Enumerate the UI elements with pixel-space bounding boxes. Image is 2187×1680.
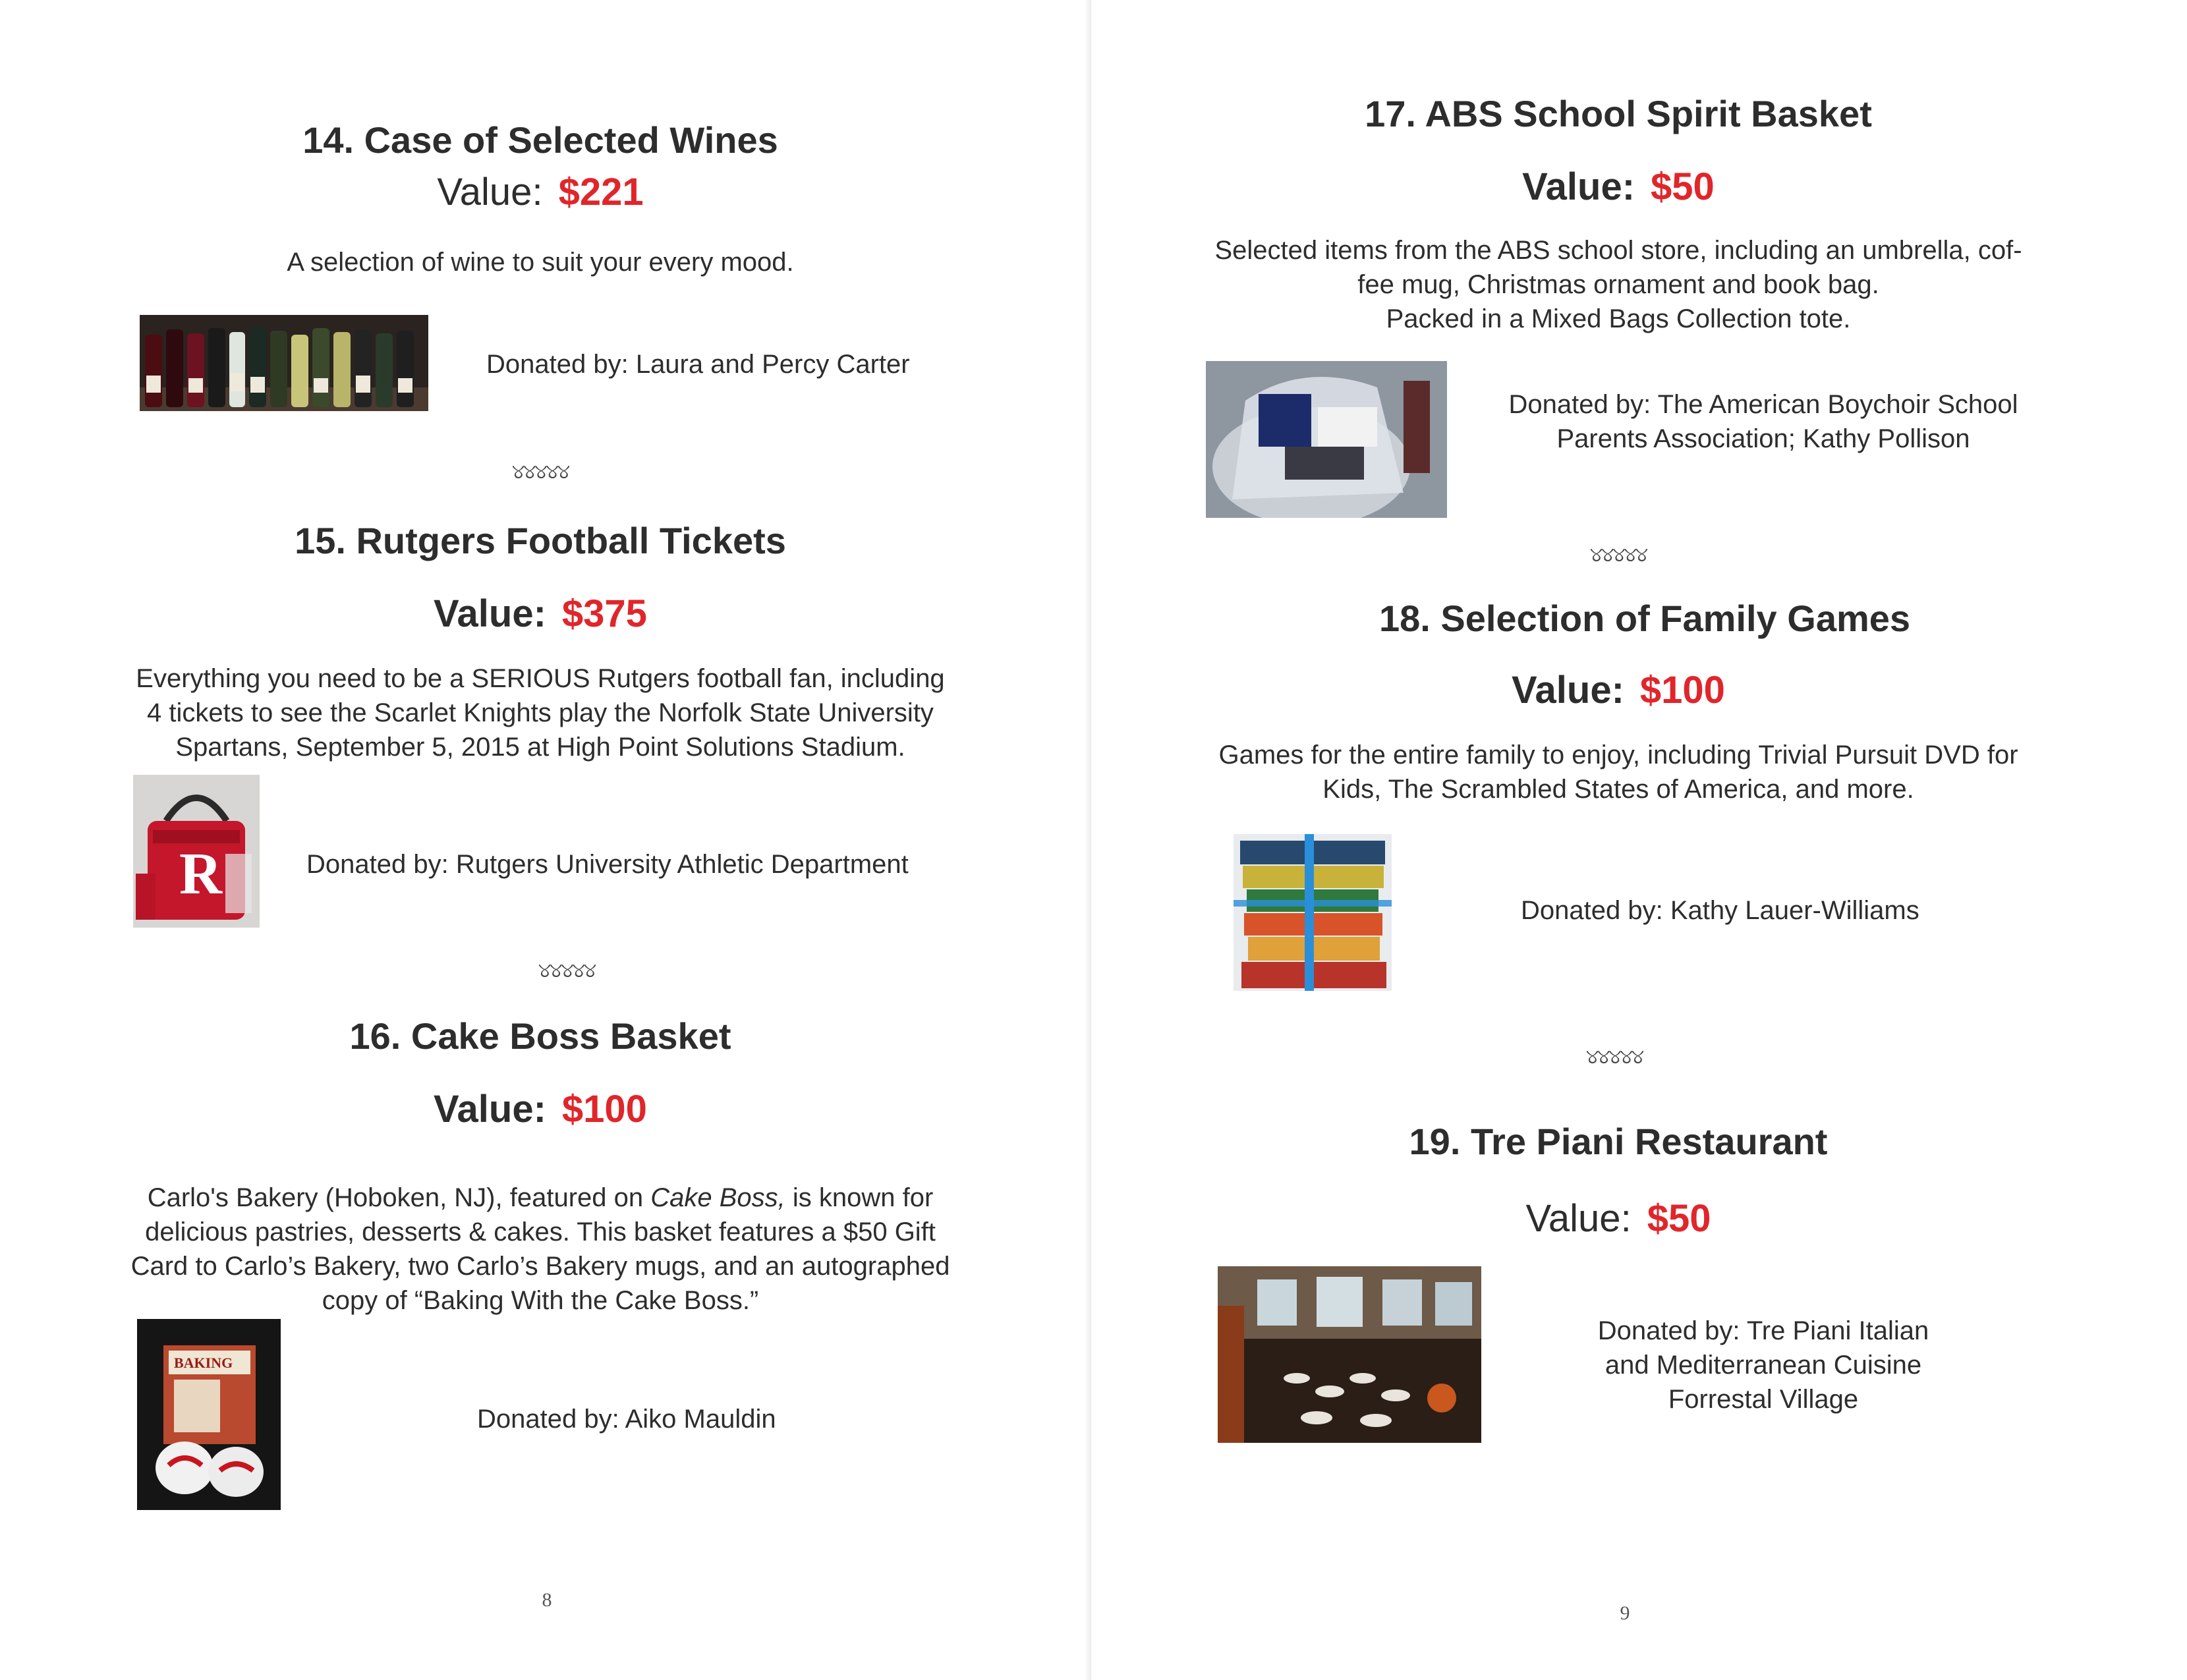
left-page: [0, 0, 1091, 1680]
donor-line: Donated by: Tre Piani Italian: [1597, 1316, 1929, 1345]
item-14-title: 14. Case of Selected Wines: [302, 119, 778, 161]
item-17-title: 17. ABS School Spirit Basket: [1365, 93, 1872, 134]
value-amount: $50: [1647, 1197, 1711, 1240]
item-19-donor: [1513, 1314, 2014, 1416]
value-label: Value:: [434, 1088, 546, 1131]
cake-boss-basket-photo: [137, 1319, 281, 1510]
family-games-photo: [1234, 834, 1392, 991]
right-page: [1091, 0, 2187, 1680]
item-19-title: 19. Tre Piani Restaurant: [1409, 1121, 1828, 1162]
description-line: fee mug, Christmas ornament and book bag.: [1357, 270, 1879, 299]
ornament-divider: ୪୪୪୪୪: [1585, 1046, 1643, 1068]
value-amount: $100: [1639, 669, 1725, 712]
description-text: Carlo's Bakery (Hoboken, NJ), featured on: [147, 1183, 651, 1212]
value-label: Value:: [437, 171, 543, 213]
description-line: Games for the entire family to enjoy, including Trivial Pursuit DVD for: [1218, 741, 2018, 770]
value-label: Value:: [434, 592, 546, 635]
donor-line: Parents Association; Kathy Pollison: [1556, 424, 1970, 453]
spirit-basket-photo: [1206, 361, 1447, 518]
description-line: Selected items from the ABS school store, including an umbrella, cof-: [1214, 236, 2022, 265]
item-18-donor: Donated by: Kathy Lauer-Williams: [1521, 896, 1919, 925]
wine-bottles-photo: [140, 315, 428, 411]
description-line: copy of “Baking With the Cake Boss.”: [322, 1286, 759, 1315]
item-14-donor: Donated by: Laura and Percy Carter: [486, 350, 910, 379]
donor-line: Forrestal Village: [1668, 1385, 1859, 1414]
description-line: 4 tickets to see the Scarlet Knights play the Norfolk State University: [147, 698, 934, 727]
item-16-title: 16. Cake Boss Basket: [349, 1015, 731, 1057]
description-line: Card to Carlo’s Bakery, two Carlo’s Bakery mugs, and an autographed: [130, 1252, 950, 1281]
book-cover-text: BAKING: [174, 1355, 233, 1371]
item-15-description: [99, 661, 982, 764]
restaurant-interior-photo: [1218, 1266, 1481, 1443]
item-16-description: [92, 1181, 988, 1318]
value-amount: $221: [558, 171, 644, 213]
item-17-description: [1177, 233, 2060, 336]
rutgers-bag-photo: [133, 775, 260, 928]
item-17-value: [1223, 165, 2014, 209]
item-15-title: 15. Rutgers Football Tickets: [295, 520, 786, 561]
description-line: delicious pastries, desserts & cakes. This basket features a $50 Gift: [145, 1218, 936, 1246]
item-18-title: 18. Selection of Family Games: [1378, 598, 1911, 639]
value-label: Value:: [1525, 1197, 1632, 1240]
description-line: [92, 1181, 988, 1215]
item-18-value: [1223, 668, 2014, 712]
item-15-value: [152, 592, 929, 636]
ornament-divider: ୪୪୪୪୪: [511, 461, 569, 483]
value-amount: $375: [561, 592, 647, 635]
item-16-donor: Donated by: Aiko Mauldin: [477, 1405, 776, 1434]
description-line: Spartans, September 5, 2015 at High Point Solutions Stadium.: [175, 733, 905, 762]
page-number: 8: [542, 1589, 552, 1611]
ornament-divider: ୪୪୪୪୪: [1589, 544, 1647, 566]
item-19-value: [1223, 1196, 2014, 1241]
description-line: Everything you need to be a SERIOUS Rutgers football fan, including: [136, 664, 945, 693]
item-17-donor: [1460, 387, 2066, 456]
description-text: is known for: [785, 1183, 934, 1212]
description-line: Kids, The Scrambled States of America, and more.: [1322, 775, 1914, 804]
value-label: Value:: [1512, 669, 1624, 712]
item-16-value: [152, 1087, 929, 1131]
value-amount: $50: [1651, 165, 1715, 208]
page-number: 9: [1620, 1602, 1630, 1624]
item-15-donor: Donated by: Rutgers University Athletic Department: [306, 850, 909, 879]
show-title: Cake Boss,: [650, 1183, 785, 1212]
donor-line: and Mediterranean Cuisine: [1605, 1351, 1922, 1380]
svg-text:R: R: [179, 841, 222, 907]
item-14-description: A selection of wine to suit your every mood.: [287, 248, 794, 277]
value-amount: $100: [561, 1088, 647, 1131]
value-label: Value:: [1522, 165, 1635, 208]
item-14-value: [152, 170, 929, 214]
ornament-divider: ୪୪୪୪୪: [538, 960, 596, 982]
item-18-description: [1170, 738, 2066, 806]
donor-line: Donated by: The American Boychoir School: [1508, 390, 2018, 419]
description-line: Packed in a Mixed Bags Collection tote.: [1386, 304, 1851, 333]
